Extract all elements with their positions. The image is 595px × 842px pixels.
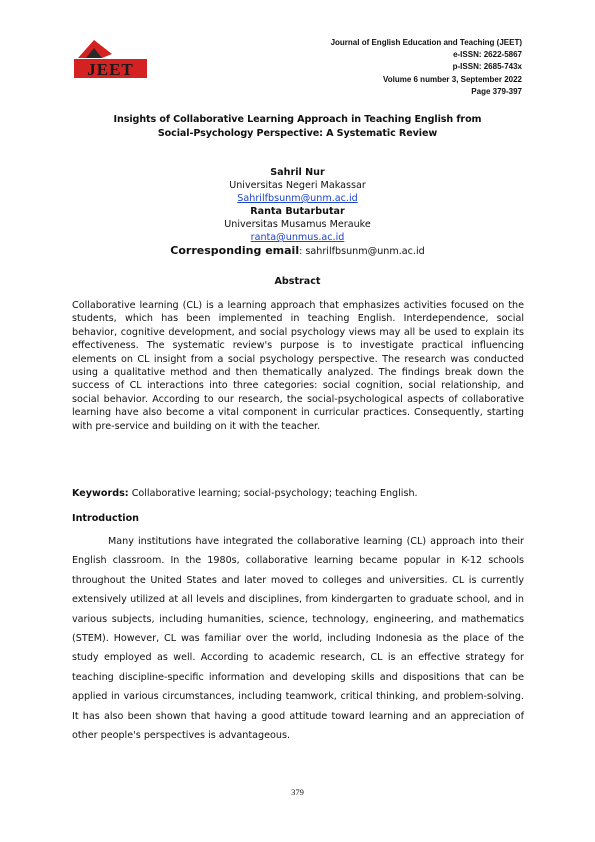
journal-name: Journal of English Education and Teaching (JEET) bbox=[330, 38, 522, 47]
keywords-label: Keywords: bbox=[72, 488, 129, 499]
paper-title-line-1: Insights of Collaborative Learning Approach in Teaching English from bbox=[113, 114, 482, 125]
author-affiliation: Universitas Negeri Makassar bbox=[229, 180, 366, 191]
journal-pissn: p-ISSN: 2685-743x bbox=[452, 62, 522, 72]
author-block bbox=[100, 166, 495, 258]
corresponding-email-label: Corresponding email bbox=[170, 244, 300, 257]
author-affiliation: Universitas Musamus Merauke bbox=[224, 219, 371, 230]
keywords-text: Collaborative learning; social-psychology; teaching English. bbox=[128, 488, 418, 499]
paper-title-line-2: Social-Psychology Perspective: A Systematic Review bbox=[157, 128, 438, 139]
abstract-heading: Abstract bbox=[274, 276, 321, 287]
abstract-text: Collaborative learning (CL) is a learning approach that emphasizes activities focused on the students, which has been implemented in teaching English. Interdependence, social behavior, cognitive development, and social psychology views may all be used to explain its effectiveness. The systematic review's purpose is to investigate practical influencing elements on CL insight from a social psychology perspective. The research was conducted using a qualitative method and then thematically analyzed. The findings break down the success of CL interactions into three categories: social cognition, social relationship, and social behavior. According to our research, the social-psychological aspects of collaborative learning have also become a vital component in curricular practices. Consequently, starting with pre-service and building on it with the teacher. bbox=[72, 300, 524, 432]
author-name: Sahril Nur bbox=[270, 167, 325, 178]
corresponding-email-value: : sahrilfbsunm@unm.ac.id bbox=[299, 246, 425, 257]
paper-title bbox=[60, 113, 535, 141]
page-number: 379 bbox=[291, 787, 304, 797]
journal-volume: Volume 6 number 3, September 2022 bbox=[382, 74, 522, 84]
corresponding-email bbox=[100, 244, 495, 258]
jeet-logo bbox=[72, 36, 149, 82]
logo-text: JEET bbox=[87, 60, 134, 79]
introduction-text: Many institutions have integrated the collaborative learning (CL) approach into their English classroom. In the 1980s, collaborative learning became popular in K-12 schools throughout the United States and later moved to colleges and universities. CL is currently extensively utilized at all levels and disciplines, from kindergarten to graduate school, and in various subjects, including humanities, science, technology, engineering, and mathematics (STEM). However, CL was familiar over the world, including Indonesia as the place of the study employed as well. According to academic research, CL is an effective strategy for teaching discipline-specific information and developing skills and dispositions that can be applied in various circumstances, including teamwork, critical thinking, and problem-solving. It has also been shown that having a good attitude toward learning and an appreciation of other people's perspectives is advantageous. bbox=[72, 536, 524, 742]
introduction-heading: Introduction bbox=[72, 513, 139, 524]
journal-pages: Page 379-397 bbox=[471, 86, 522, 96]
journal-eissn: e-ISSN: 2622-5867 bbox=[453, 50, 522, 60]
author-email-link[interactable]: Sahrilfbsunm@unm.ac.id bbox=[237, 193, 358, 204]
author-name: Ranta Butarbutar bbox=[250, 206, 345, 217]
keywords bbox=[72, 487, 524, 500]
author-email-link[interactable]: ranta@unmus.ac.id bbox=[250, 232, 345, 243]
journal-header bbox=[331, 37, 522, 98]
